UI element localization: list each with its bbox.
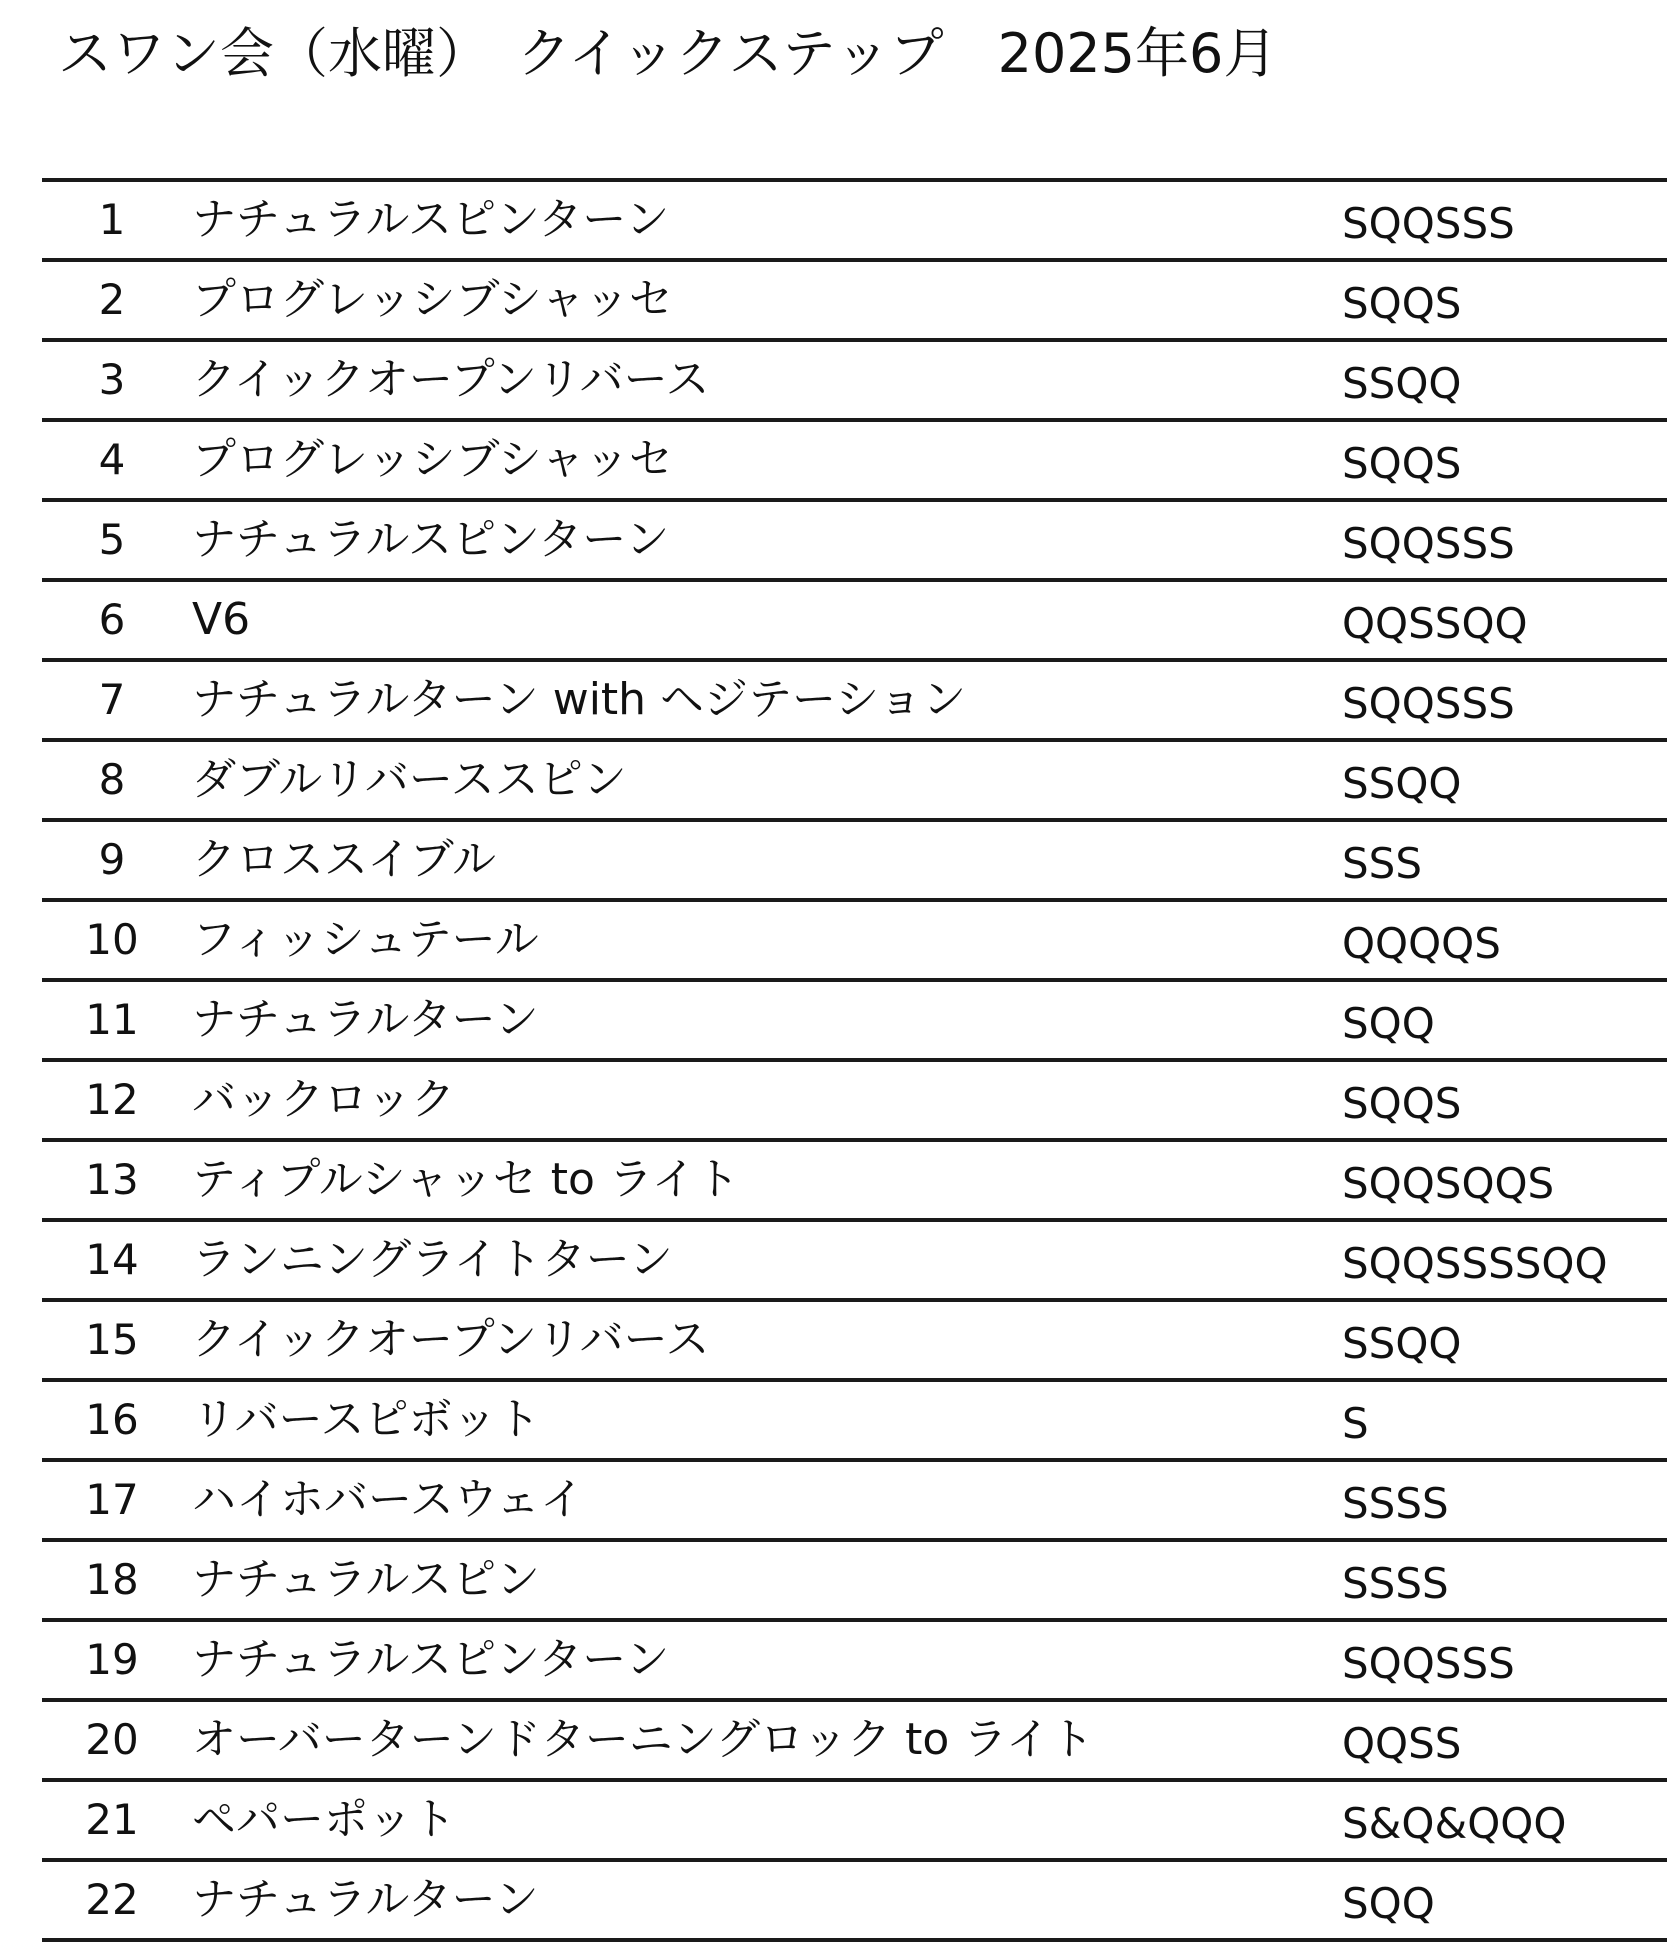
- table-row: [42, 1378, 1667, 1458]
- figure-name: ティプルシャッセ to ライト: [192, 1154, 740, 1205]
- row-number: 19: [85, 1635, 139, 1684]
- row-number: 12: [85, 1075, 139, 1124]
- figure-name: プログレッシブシャッセ: [192, 434, 673, 485]
- step-count: SQQS: [1342, 439, 1462, 488]
- row-number: 7: [98, 675, 126, 724]
- figure-name: プログレッシブシャッセ: [192, 274, 673, 325]
- row-number: 11: [85, 995, 139, 1044]
- table-row: [42, 1058, 1667, 1138]
- figure-table: [42, 178, 1667, 1942]
- row-number: 15: [85, 1315, 139, 1364]
- step-count: SQQSSS: [1342, 679, 1515, 728]
- figure-name: ナチュラルターン: [192, 994, 539, 1045]
- row-number: 2: [98, 275, 126, 324]
- figure-name: リバースピボット: [192, 1394, 541, 1445]
- figure-name: バックロック: [192, 1074, 456, 1125]
- table-row: [42, 1618, 1667, 1698]
- table-row: [42, 978, 1667, 1058]
- table-row: [42, 1538, 1667, 1618]
- table-row: [42, 1298, 1667, 1378]
- table-row: [42, 1458, 1667, 1538]
- table-row: [42, 738, 1667, 818]
- table-row: [42, 498, 1667, 578]
- row-number: 20: [85, 1715, 139, 1764]
- figure-name: オーバーターンドターニングロック to ライト: [192, 1714, 1094, 1765]
- figure-name: ナチュラルスピン: [192, 1554, 541, 1605]
- table-row: [42, 898, 1667, 978]
- row-number: 3: [98, 355, 126, 404]
- figure-name: ナチュラルスピンターン: [192, 514, 670, 565]
- step-count: SQQSSS: [1342, 1639, 1515, 1688]
- row-number: 14: [85, 1235, 139, 1284]
- table-row: [42, 178, 1667, 258]
- row-number: 16: [85, 1395, 139, 1444]
- row-number: 13: [85, 1155, 139, 1204]
- table-row: [42, 1138, 1667, 1218]
- table-row: [42, 1858, 1667, 1942]
- figure-name: V6: [192, 594, 251, 645]
- table-row: [42, 818, 1667, 898]
- row-number: 18: [85, 1555, 139, 1604]
- row-number: 8: [98, 755, 126, 804]
- step-count: SSSS: [1342, 1479, 1449, 1528]
- step-count: QQSSQQ: [1342, 599, 1528, 648]
- page-title: スワン会（水曜） クイックステップ 2025年6月: [58, 22, 1278, 85]
- step-count: QQSS: [1342, 1719, 1462, 1768]
- figure-name: ナチュラルスピンターン: [192, 194, 670, 245]
- row-number: 22: [85, 1875, 139, 1924]
- row-number: 10: [85, 915, 139, 964]
- figure-name: ペパーポット: [192, 1794, 456, 1845]
- figure-name: クイックオープンリバース: [192, 354, 710, 405]
- step-count: QQQQS: [1342, 919, 1501, 968]
- step-count: SSSS: [1342, 1559, 1449, 1608]
- table-row: [42, 578, 1667, 658]
- figure-name: ランニングライトターン: [192, 1234, 673, 1285]
- step-count: SQQSSS: [1342, 199, 1515, 248]
- table-row: [42, 658, 1667, 738]
- row-number: 6: [98, 595, 126, 644]
- figure-name: ハイホバースウェイ: [192, 1474, 585, 1525]
- step-count: SQQS: [1342, 1079, 1462, 1128]
- step-count: SSQQ: [1342, 1319, 1462, 1368]
- table-row: [42, 1698, 1667, 1778]
- figure-name: ダブルリバーススピン: [192, 754, 627, 805]
- step-count: SQQSSS: [1342, 519, 1515, 568]
- row-number: 1: [98, 195, 126, 244]
- figure-name: フィッシュテール: [192, 914, 539, 965]
- figure-name: クロススイブル: [192, 834, 497, 885]
- step-count: S: [1342, 1399, 1369, 1448]
- table-row: [42, 1778, 1667, 1858]
- figure-name: ナチュラルスピンターン: [192, 1634, 670, 1685]
- figure-name: ナチュラルターン: [192, 1874, 539, 1925]
- step-count: SSS: [1342, 839, 1422, 888]
- row-number: 17: [85, 1475, 139, 1524]
- table-row: [42, 1218, 1667, 1298]
- row-number: 21: [85, 1795, 139, 1844]
- step-count: SQQ: [1342, 999, 1435, 1048]
- figure-name: クイックオープンリバース: [192, 1314, 710, 1365]
- figure-name: ナチュラルターン with ヘジテーション: [192, 674, 967, 725]
- table-row: [42, 418, 1667, 498]
- table-row: [42, 258, 1667, 338]
- row-number: 4: [98, 435, 126, 484]
- table-row: [42, 338, 1667, 418]
- step-count: S&Q&QQQ: [1342, 1799, 1567, 1848]
- step-count: SQQS: [1342, 279, 1462, 328]
- step-count: SSQQ: [1342, 359, 1462, 408]
- step-count: SQQSSSSQQ: [1342, 1239, 1608, 1288]
- row-number: 9: [98, 835, 126, 884]
- step-count: SSQQ: [1342, 759, 1462, 808]
- row-number: 5: [98, 515, 126, 564]
- step-count: SQQSQQS: [1342, 1159, 1555, 1208]
- step-count: SQQ: [1342, 1879, 1435, 1928]
